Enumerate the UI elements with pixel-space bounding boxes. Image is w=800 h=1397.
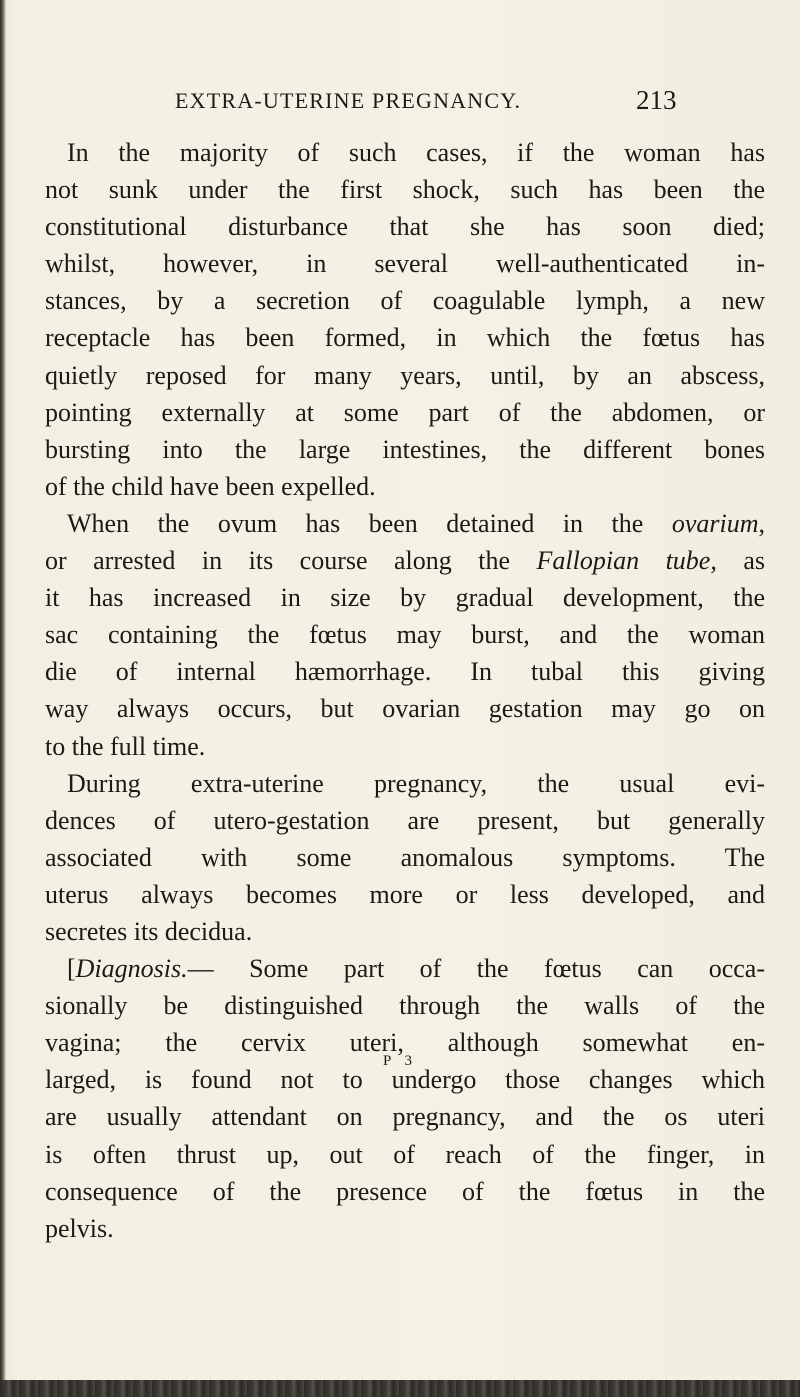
text-line: to the full time. [45,731,206,761]
body-text [45,134,765,1247]
text-line: die of internal hæmorrhage. In tubal this giving [45,657,765,687]
text-run: — Some part of the fœtus can occa- [187,954,765,984]
text-line: dences of utero-gestation are present, but generally [45,805,765,835]
text-line: sionally be distinguished through the walls of the [45,991,765,1021]
text-run: or arrested in its course along the [45,546,511,576]
text-line: receptacle has been formed, in which the fœtus has [45,323,765,353]
text-run: When the ovum has been detained in the [67,508,644,538]
text-line: not sunk under the first shock, such has been the [45,175,765,205]
text-line: sac containing the fœtus may burst, and the woman [45,620,765,650]
text-line: are usually attendant on pregnancy, and the os uteri [45,1102,765,1132]
page-bottom-edge [0,1380,800,1397]
text-line [45,950,765,987]
text-line: way always occurs, but ovarian gestation may go on [45,694,765,724]
text-line: of the child have been expelled. [45,471,376,501]
text-line: whilst, however, in several well-authenticated in- [45,249,765,279]
text-line: is often thrust up, out of reach of the finger, in [45,1139,765,1169]
page-number: 213 [636,85,677,115]
text-line [45,505,765,542]
section-heading: Diagnosis. [75,954,188,984]
text-line: bursting into the large intestines, the different bones [45,434,765,464]
text-line: pelvis. [45,1213,114,1243]
text-line: consequence of the presence of the fœtus in the [45,1176,765,1206]
page-binding-edge [0,0,6,1397]
text-line: quietly reposed for many years, until, by an abscess, [45,360,765,390]
paragraph-2 [45,505,765,765]
text-line: vagina; the cervix uteri, although somewhat en- [45,1028,765,1058]
text-line: In the majority of such cases, if the woman has [67,138,765,167]
text-line: During extra-uterine pregnancy, the usual evi- [67,768,765,798]
paragraph-3 [45,765,765,950]
text-line: stances, by a secretion of coagulable lymph, a new [45,286,765,316]
text-line: associated with some anomalous symptoms. The [45,842,765,872]
text-line: uterus always becomes more or less developed, and [45,879,765,909]
text-line: larged, is found not to undergo those changes which [45,1065,765,1095]
text-run: as [743,546,766,576]
running-head [0,85,800,118]
text-line: constitutional disturbance that she has soon died; [45,212,765,242]
text-line: it has increased in size by gradual development, the [45,583,765,613]
italic-term: ovarium, [671,508,765,538]
running-title: EXTRA-UTERINE PREGNANCY. [175,88,522,113]
text-run [67,954,765,983]
text-line [45,542,765,579]
text-line: secretes its decidua. [45,916,253,946]
signature-mark: P 3 [383,1053,418,1069]
italic-term: Fallopian tube, [536,546,717,576]
paragraph-4 [45,950,765,1247]
text-line: pointing externally at some part of the abdomen, or [45,397,765,427]
bracket-mark: [ [67,954,76,984]
paragraph-1 [45,134,765,505]
